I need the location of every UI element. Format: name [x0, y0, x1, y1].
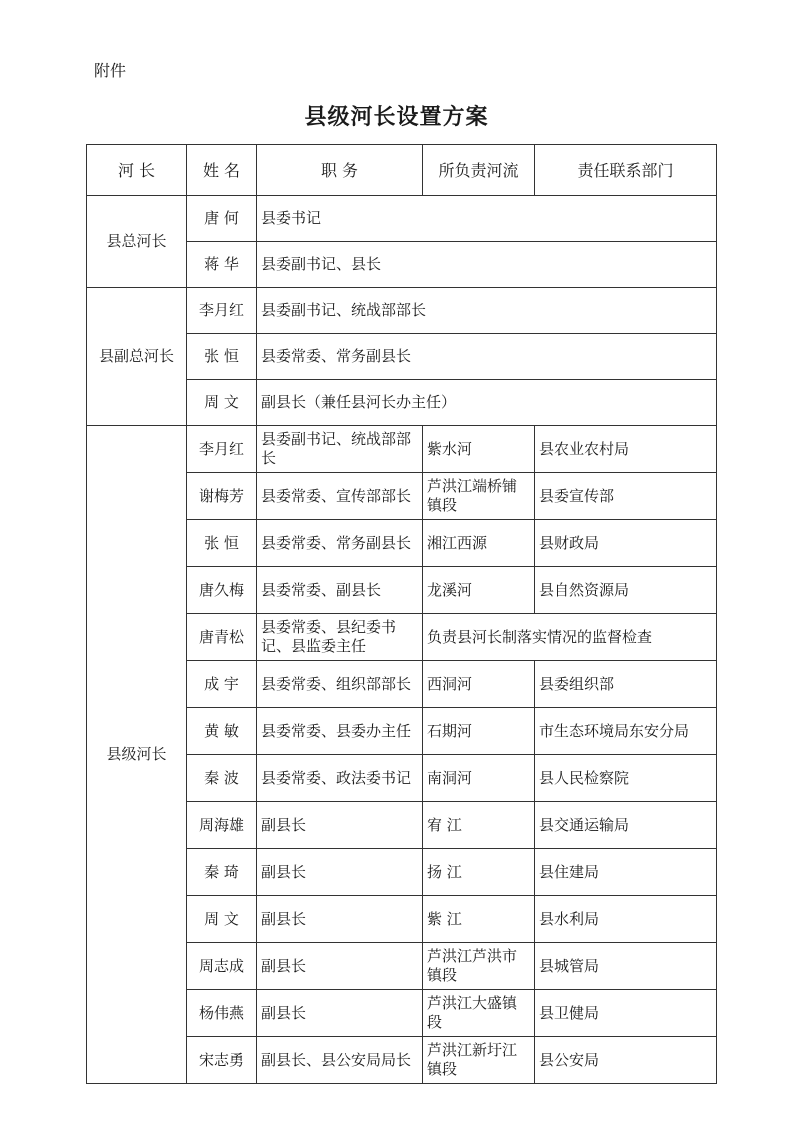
- duty-cell: 副县长: [257, 943, 423, 990]
- table-row: [87, 196, 717, 242]
- dept-cell: 县交通运输局: [535, 802, 717, 849]
- name-cell: 李月红: [187, 426, 257, 473]
- header-name: 姓 名: [187, 145, 257, 196]
- duty-cell: 县委副书记、统战部部长: [257, 426, 423, 473]
- duty-cell: 县委常委、常务副县长: [257, 334, 717, 380]
- duty-cell: 县委常委、常务副县长: [257, 520, 423, 567]
- river-cell: 芦洪江大盛镇段: [423, 990, 535, 1037]
- river-cell: 紫 江: [423, 896, 535, 943]
- dept-cell: 县人民检察院: [535, 755, 717, 802]
- dept-cell: 县水利局: [535, 896, 717, 943]
- river-cell: 紫水河: [423, 426, 535, 473]
- name-cell: 成 宇: [187, 661, 257, 708]
- name-cell: 唐青松: [187, 614, 257, 661]
- name-cell: 张 恒: [187, 520, 257, 567]
- header-role: 河 长: [87, 145, 187, 196]
- dept-cell: 县城管局: [535, 943, 717, 990]
- table-row: [87, 426, 717, 473]
- duty-cell: 副县长: [257, 849, 423, 896]
- name-cell: 宋志勇: [187, 1037, 257, 1084]
- document-title: 县级河长设置方案: [304, 105, 489, 130]
- name-cell: 蒋 华: [187, 242, 257, 288]
- duty-cell: 副县长: [257, 990, 423, 1037]
- river-cell: 芦洪江芦洪市镇段: [423, 943, 535, 990]
- name-cell: 秦 波: [187, 755, 257, 802]
- table-header-row: [87, 145, 717, 196]
- river-cell: 宥 江: [423, 802, 535, 849]
- river-cell: 芦洪江端桥铺镇段: [423, 473, 535, 520]
- river-cell: 西洞河: [423, 661, 535, 708]
- duty-cell: 县委常委、县纪委书记、县监委主任: [257, 614, 423, 661]
- dept-cell: 市生态环境局东安分局: [535, 708, 717, 755]
- duty-cell: 副县长: [257, 896, 423, 943]
- river-cell: 芦洪江新圩江镇段: [423, 1037, 535, 1084]
- name-cell: 唐 何: [187, 196, 257, 242]
- attachment-label: 附件: [94, 61, 127, 80]
- duty-cell: 县委常委、宣传部部长: [257, 473, 423, 520]
- name-cell: 唐久梅: [187, 567, 257, 614]
- dept-cell: 县自然资源局: [535, 567, 717, 614]
- dept-cell: 县公安局: [535, 1037, 717, 1084]
- river-cell: 南洞河: [423, 755, 535, 802]
- header-duty: 职 务: [257, 145, 423, 196]
- name-cell: 周海雄: [187, 802, 257, 849]
- header-river: 所负责河流: [423, 145, 535, 196]
- role-cell: 县副总河长: [87, 288, 187, 426]
- role-cell: 县级河长: [87, 426, 187, 1084]
- role-cell: 县总河长: [87, 196, 187, 288]
- river-chief-table: [86, 144, 717, 1084]
- table-row: [87, 288, 717, 334]
- name-cell: 周 文: [187, 380, 257, 426]
- duty-cell: 县委副书记、县长: [257, 242, 717, 288]
- name-cell: 杨伟燕: [187, 990, 257, 1037]
- dept-cell: 县卫健局: [535, 990, 717, 1037]
- dept-cell: 县委组织部: [535, 661, 717, 708]
- dept-cell: 县委宣传部: [535, 473, 717, 520]
- dept-cell: 县农业农村局: [535, 426, 717, 473]
- name-cell: 张 恒: [187, 334, 257, 380]
- supervision-cell: 负责县河长制落实情况的监督检查: [423, 614, 717, 661]
- dept-cell: 县住建局: [535, 849, 717, 896]
- name-cell: 谢梅芳: [187, 473, 257, 520]
- duty-cell: 县委常委、副县长: [257, 567, 423, 614]
- river-cell: 扬 江: [423, 849, 535, 896]
- duty-cell: 副县长: [257, 802, 423, 849]
- header-dept: 责任联系部门: [535, 145, 717, 196]
- name-cell: 周志成: [187, 943, 257, 990]
- duty-cell: 县委常委、县委办主任: [257, 708, 423, 755]
- dept-cell: 县财政局: [535, 520, 717, 567]
- river-cell: 湘江西源: [423, 520, 535, 567]
- duty-cell: 县委副书记、统战部部长: [257, 288, 717, 334]
- duty-cell: 县委常委、政法委书记: [257, 755, 423, 802]
- duty-cell: 县委常委、组织部部长: [257, 661, 423, 708]
- duty-cell: 副县长、县公安局局长: [257, 1037, 423, 1084]
- duty-cell: 县委书记: [257, 196, 717, 242]
- duty-cell: 副县长（兼任县河长办主任）: [257, 380, 717, 426]
- river-cell: 龙溪河: [423, 567, 535, 614]
- name-cell: 李月红: [187, 288, 257, 334]
- name-cell: 周 文: [187, 896, 257, 943]
- name-cell: 秦 琦: [187, 849, 257, 896]
- name-cell: 黄 敏: [187, 708, 257, 755]
- river-cell: 石期河: [423, 708, 535, 755]
